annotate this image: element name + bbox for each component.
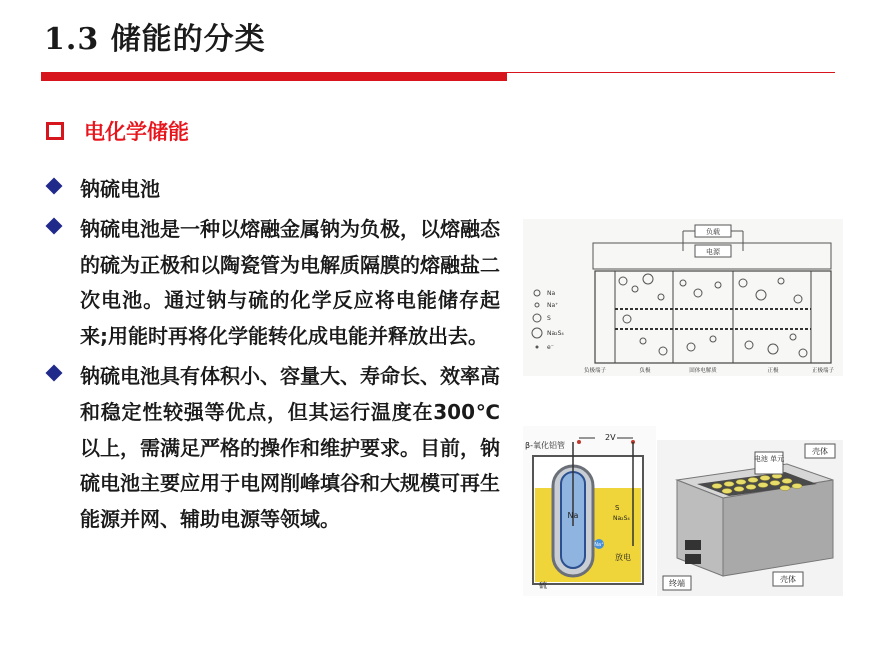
load-box-label: 负载 [706,228,720,236]
na2s4-label: Na₂S₄ [613,515,630,522]
cell-unit-label: 电池 单元 [753,455,785,463]
na-label: Na [567,511,579,520]
nas-schematic-figure [523,219,843,376]
bullet-text: 钠硫电池具有体积小、容量大、寿命长、效率高和稳定性较强等优点，但其运行温度在300℃以上，需满足严格的操作和维护要求。目前，钠硫电池主要应用于电网削峰填谷和大规模可再生能源并网、辅助电源等领域。 [80,363,500,532]
legend-electron: e⁻ [547,344,554,351]
title-rule-thick [41,72,507,81]
legend-s: S [547,315,551,322]
na-ion-label: Na⁺ [594,542,604,548]
diamond-bullet-icon [46,364,63,381]
label-pos-terminal: 正极端子 [811,368,835,374]
bullet-text: 钠硫电池 [80,177,160,201]
list-item [46,172,516,208]
section-label: 电化学储能 [84,120,189,144]
legend-na: Na [547,290,556,297]
tube-label: β-氧化铝管 [525,441,565,450]
bullet-list [46,172,516,538]
label-neg: 负极 [639,368,651,374]
label-neg-terminal: 负极端子 [583,368,607,374]
section-heading [46,116,189,146]
diamond-bullet-icon [46,217,63,234]
sulfur-label: 硫 [539,581,547,590]
square-bullet-icon [46,122,64,140]
legend-na-ion: Na⁺ [547,302,559,309]
legend-na2s4: Na₂S₄ [547,330,564,337]
terminal-label: 终端 [669,579,685,588]
page-title: 1.3 储能的分类 [44,22,266,57]
s-label: S [615,504,620,512]
beta-alumina-cell-figure [523,426,656,596]
shell-top-label: 壳体 [812,447,828,456]
label-pos: 正极 [767,368,779,374]
diamond-bullet-icon [46,178,63,195]
source-box-label: 电源 [706,248,720,256]
bullet-text: 钠硫电池是一种以熔融金属钠为负极，以熔融态的硫为正极和以陶瓷管为电解质隔膜的熔融盐二次电池。通过钠与硫的化学反应将电能储存起来;用能时再将化学能转化成电能并释放出去。 [80,216,500,349]
shell-bottom-label: 壳体 [780,575,796,584]
label-electrolyte: 固体电解质 [689,368,717,374]
list-item [46,359,516,538]
title-rule-thin [507,72,835,73]
list-item [46,212,516,355]
discharge-label: 放电 [615,553,631,562]
voltage-label: 2V [605,433,616,442]
battery-module-figure [657,440,843,596]
